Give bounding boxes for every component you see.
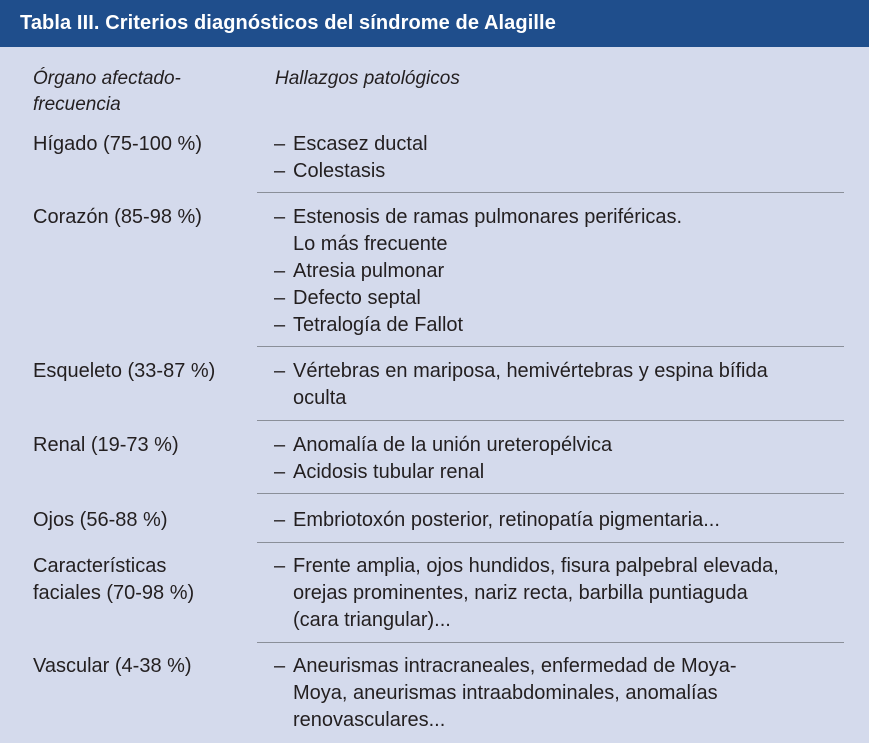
organ-cell: Ojos (56-88 %) (33, 509, 168, 531)
finding-item (274, 432, 844, 459)
organ-cell: Esqueleto (33-87 %) (33, 360, 216, 382)
row-divider (257, 542, 844, 543)
finding-text: Estenosis de ramas pulmonares periféricas. Lo más frecuente (293, 206, 683, 255)
findings-list (274, 432, 844, 486)
finding-text: Colestasis (293, 160, 386, 182)
finding-item (274, 158, 844, 185)
dash-marker: – (274, 314, 286, 336)
dash-marker: – (274, 133, 286, 155)
findings-list (274, 358, 844, 412)
finding-item (274, 553, 844, 634)
dash-marker: – (274, 160, 286, 182)
finding-text: Frente amplia, ojos hundidos, fisura palpebral elevada, orejas prominentes, nariz recta, barbilla puntiaguda (cara triangular)... (293, 555, 779, 631)
organ-cell: Características faciales (70-98 %) (33, 555, 195, 604)
organ-cell: Corazón (85-98 %) (33, 206, 202, 228)
finding-item (274, 131, 844, 158)
findings-list (274, 653, 844, 734)
finding-item (274, 204, 844, 258)
finding-text: Defecto septal (293, 287, 421, 309)
finding-text: Atresia pulmonar (293, 260, 445, 282)
finding-text: Embriotoxón posterior, retinopatía pigmentaria... (293, 509, 720, 531)
dash-marker: – (274, 461, 286, 483)
finding-text: Acidosis tubular renal (293, 461, 485, 483)
column-header-findings: Hallazgos patológicos (275, 68, 460, 89)
finding-text: Aneurismas intracraneales, enfermedad de Moya- Moya, aneurismas intraabdominales, anomalías renovasculares... (293, 655, 737, 731)
dash-marker: – (274, 287, 286, 309)
findings-list (274, 507, 844, 534)
findings-list (274, 553, 844, 634)
column-header-organ: Órgano afectado- frecuencia (33, 68, 181, 115)
dash-marker: – (274, 206, 286, 228)
finding-item (274, 653, 844, 734)
finding-item (274, 358, 844, 412)
table-title: Tabla III. Criterios diagnósticos del síndrome de Alagille (20, 12, 556, 34)
finding-text: Vértebras en mariposa, hemivértebras y espina bífida oculta (293, 360, 768, 409)
finding-text: Tetralogía de Fallot (293, 314, 464, 336)
finding-text: Anomalía de la unión ureteropélvica (293, 434, 613, 456)
dash-marker: – (274, 360, 286, 382)
organ-cell: Renal (19-73 %) (33, 434, 179, 456)
row-divider (257, 420, 844, 421)
finding-item (274, 258, 844, 285)
table-header (0, 0, 869, 47)
finding-item (274, 507, 844, 534)
finding-item (274, 312, 844, 339)
findings-list (274, 131, 844, 185)
dash-marker: – (274, 260, 286, 282)
row-divider (257, 192, 844, 193)
row-divider (257, 346, 844, 347)
dash-marker: – (274, 555, 286, 577)
organ-cell: Vascular (4-38 %) (33, 655, 192, 677)
organ-cell: Hígado (75-100 %) (33, 133, 202, 155)
finding-item (274, 459, 844, 486)
row-divider (257, 642, 844, 643)
findings-list (274, 204, 844, 339)
finding-item (274, 285, 844, 312)
dash-marker: – (274, 434, 286, 456)
dash-marker: – (274, 655, 286, 677)
dash-marker: – (274, 509, 286, 531)
row-divider (257, 493, 844, 494)
finding-text: Escasez ductal (293, 133, 428, 155)
